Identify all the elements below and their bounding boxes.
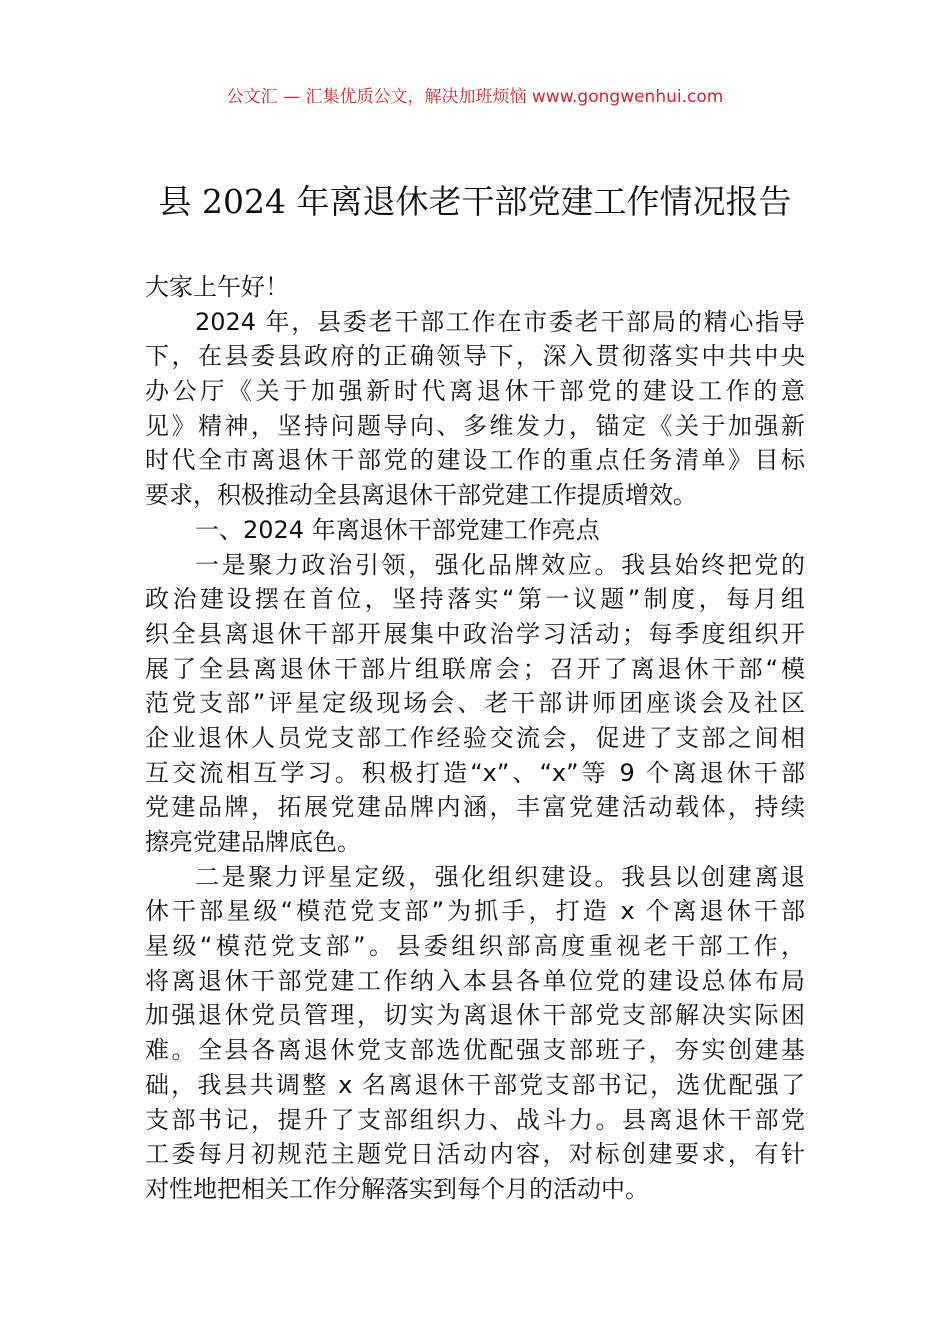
document-title: 县 2024 年离退休老干部党建工作情况报告 [158,182,792,221]
text-line: 办公厅《关于加强新时代离退休干部党的建设工作的意 [145,377,805,406]
text-line: 2024 年，县委老干部工作在市委老干部局的精心指导 [195,307,805,336]
text-line: 一、2024 年离退休干部党建工作亮点 [195,515,600,544]
text-line: 将离退休干部党建工作纳入本县各单位党的建设总体布局 [145,966,805,995]
text-line: 二是聚力评星定级，强化组织建设。我县以创建离退 [195,862,805,891]
text-line: 互交流相互学习。积极打造“x”、“x”等 9 个离退休干部 [145,758,805,787]
paragraph [145,860,805,1207]
text-line: 范党支部”评星定级现场会、老干部讲师团座谈会及社区 [145,689,805,718]
text-line: 加强退休党员管理，切实为离退休干部党支部解决实际困 [145,1001,805,1030]
text-line: 对性地把相关工作分解落实到每个月的活动中。 [145,1174,649,1203]
text-line: 党建品牌，拓展党建品牌内涵，丰富党建活动载体，持续 [145,793,805,822]
text-line: 休干部星级“模范党支部”为抓手，打造 x 个离退休干部 [145,897,805,926]
text-line: 一是聚力政治引领，强化品牌效应。我县始终把党的 [195,550,805,579]
text-line: 大家上午好！ [145,273,289,301]
text-line: 难。全县各离退休党支部选优配强支部班子，夯实创建基 [145,1036,805,1065]
text-line: 擦亮党建品牌底色。 [145,828,361,856]
paragraph [145,513,805,548]
text-line: 础，我县共调整 x 名离退休干部党支部书记，选优配强了 [145,1070,805,1099]
text-line: 星级“模范党支部”。县委组织部高度重视老干部工作， [145,932,805,961]
paragraph [145,548,805,860]
text-line: 政治建设摆在首位，坚持落实“第一议题”制度，每月组 [145,585,805,614]
text-line: 要求，积极推动全县离退休干部党建工作提质增效。 [145,481,697,510]
text-line: 下，在县委县政府的正确领导下，深入贯彻落实中共中央 [145,342,805,371]
paragraph [145,305,805,513]
paragraph [145,270,805,305]
text-line: 织全县离退休干部开展集中政治学习活动；每季度组织开 [145,619,805,648]
text-line: 支部书记，提升了支部组织力、战斗力。县离退休干部党 [145,1105,805,1134]
text-line: 见》精神，坚持问题导向、多维发力，锚定《关于加强新 [145,411,805,440]
text-line: 企业退休人员党支部工作经验交流会，促进了支部之间相 [145,723,805,752]
document-body [145,270,805,1207]
text-line: 展了全县离退休干部片组联席会；召开了离退休干部“模 [145,654,805,683]
text-line: 时代全市离退休干部党的建设工作的重点任务清单》目标 [145,446,805,475]
text-line: 工委每月初规范主题党日活动内容，对标创建要求，有针 [145,1140,805,1169]
header-banner: 公文汇 — 汇集优质公文，解决加班烦恼 www.gongwenhui.com [226,87,724,107]
